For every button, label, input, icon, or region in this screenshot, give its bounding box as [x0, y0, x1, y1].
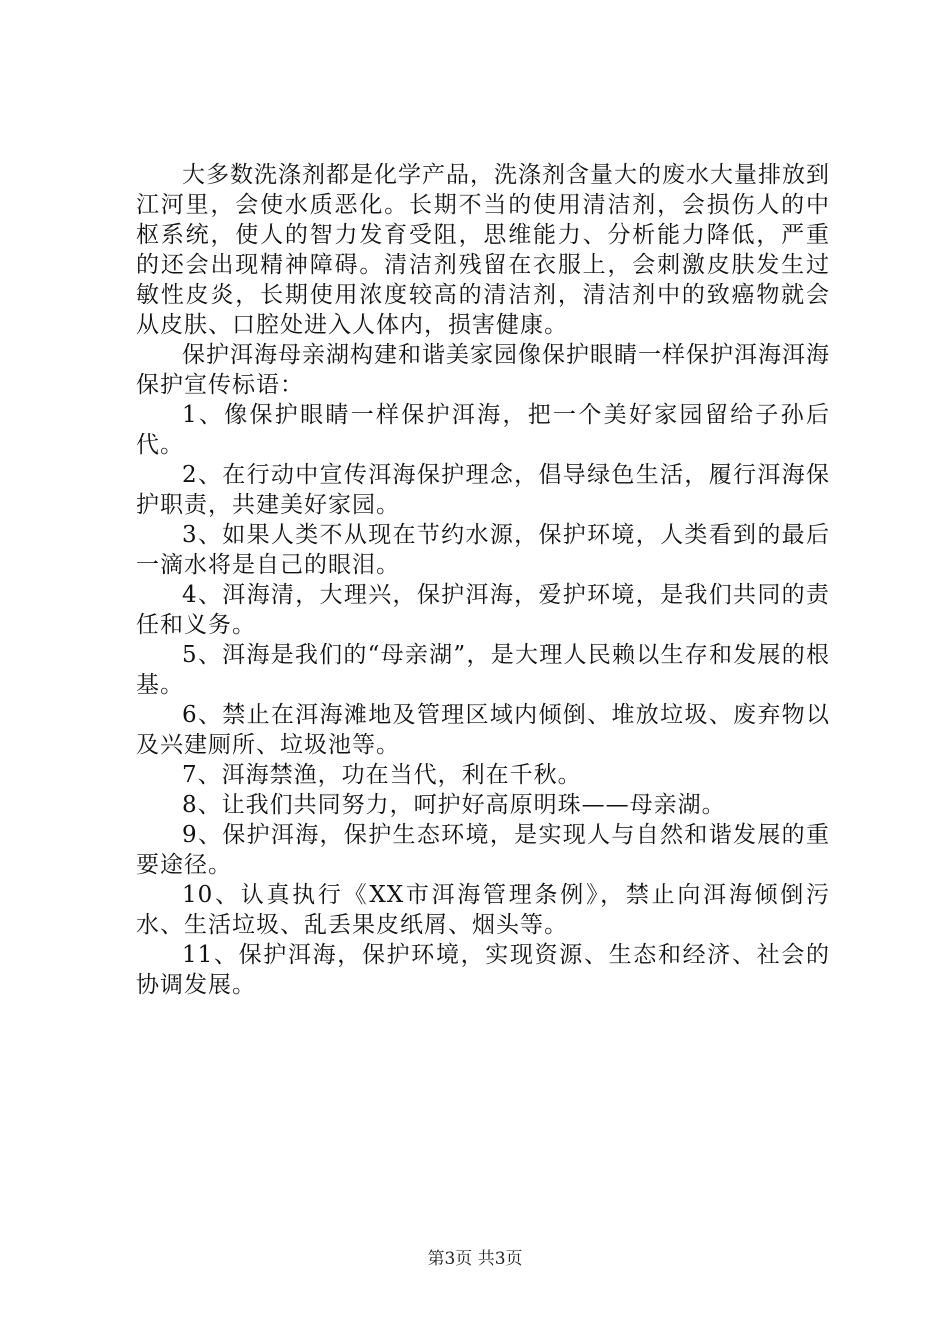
- slogan-item: 6、禁止在洱海滩地及管理区域内倾倒、堆放垃圾、废弃物以及兴建厕所、垃圾池等。: [136, 702, 830, 758]
- document-body: [136, 160, 830, 1000]
- slogan-item: 7、洱海禁渔，功在当代，利在千秋。: [182, 762, 582, 788]
- page-number-footer: 第3页 共3页: [427, 1249, 523, 1269]
- slogan-item: 9、保护洱海，保护生态环境，是实现人与自然和谐发展的重要途径。: [136, 822, 830, 878]
- slogan-item: 4、洱海清，大理兴，保护洱海，爱护环境，是我们共同的责任和义务。: [136, 582, 830, 638]
- slogan-item: 8、让我们共同努力，呵护好高原明珠——母亲湖。: [182, 792, 726, 818]
- slogan-item: 11、保护洱海，保护环境，实现资源、生态和经济、社会的协调发展。: [136, 942, 830, 998]
- slogan-item: 2、在行动中宣传洱海保护理念，倡导绿色生活，履行洱海保护职责，共建美好家园。: [136, 462, 830, 518]
- slogan-item: 1、像保护眼睛一样保护洱海，把一个美好家园留给子孙后代。: [136, 402, 830, 458]
- paragraph-intro: 大多数洗涤剂都是化学产品，洗涤剂含量大的废水大量排放到江河里，会使水质恶化。长期不当的使用清洁剂，会损伤人的中枢系统，使人的智力发育受阻，思维能力、分析能力降低，严重的还会出现精神障碍。清洁剂残留在衣服上，会刺激皮肤发生过敏性皮炎，长期使用浓度较高的清洁剂，清洁剂中的致癌物就会从皮肤、口腔处进入人体内，损害健康。: [136, 162, 830, 338]
- slogan-item: 5、洱海是我们的“母亲湖”，是大理人民赖以生存和发展的根基。: [136, 642, 830, 698]
- slogan-item: 3、如果人类不从现在节约水源，保护环境，人类看到的最后一滴水将是自己的眼泪。: [136, 522, 830, 578]
- slogan-item: 10、认真执行《XX市洱海管理条例》，禁止向洱海倾倒污水、生活垃圾、乱丢果皮纸屑、烟头等。: [136, 882, 830, 938]
- paragraph-slogan-heading: 保护洱海母亲湖构建和谐美家园像保护眼睛一样保护洱海洱海保护宣传标语：: [136, 342, 830, 398]
